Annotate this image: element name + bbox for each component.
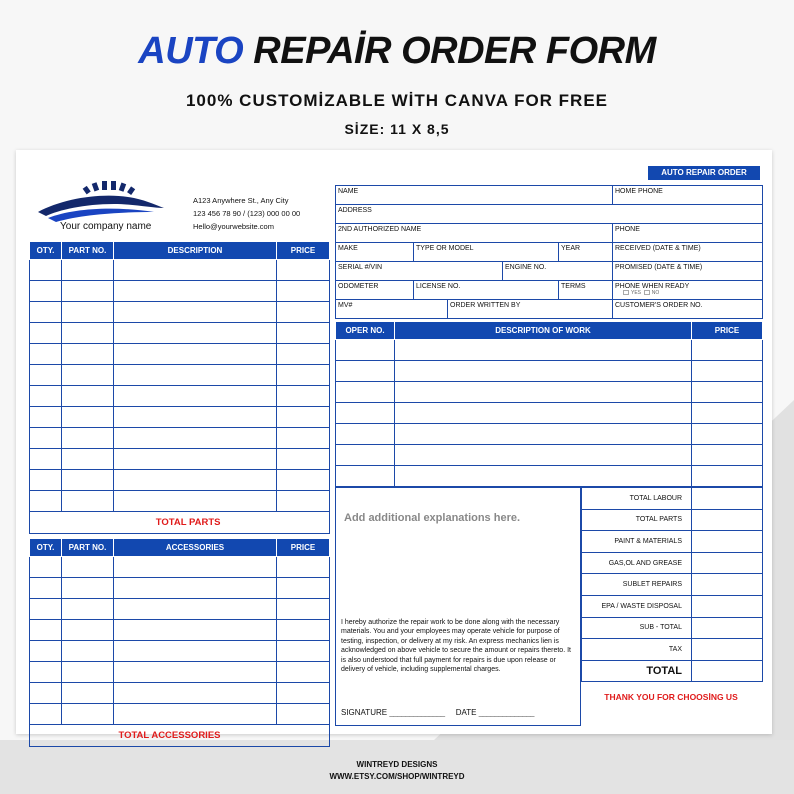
work-cell[interactable] [395, 340, 692, 361]
parts-cell[interactable] [30, 386, 62, 407]
totals-value[interactable] [692, 531, 763, 553]
parts-col-qty: OTY. [30, 242, 62, 260]
parts-cell[interactable] [62, 281, 114, 302]
parts-cell[interactable] [62, 407, 114, 428]
parts-cell[interactable] [62, 428, 114, 449]
totals-value[interactable] [692, 574, 763, 596]
totals-row [582, 574, 763, 596]
accessories-table [29, 538, 330, 747]
field-type-model[interactable]: TYPE OR MODEL [414, 243, 559, 262]
parts-cell[interactable] [277, 323, 330, 344]
field-serial[interactable]: SERIAL #/VIN [336, 262, 503, 281]
accessories-cell[interactable] [114, 662, 277, 683]
parts-cell[interactable] [30, 281, 62, 302]
field-terms[interactable]: TERMS [559, 281, 613, 300]
totals-value[interactable] [692, 639, 763, 661]
accessories-total-row [30, 725, 330, 747]
accessories-cell[interactable] [114, 704, 277, 725]
work-cell[interactable] [692, 361, 763, 382]
accessories-cell[interactable] [62, 578, 114, 599]
accessories-row [30, 578, 330, 599]
totals-label: TOTAL [582, 660, 692, 682]
accessories-cell[interactable] [30, 557, 62, 578]
parts-row [30, 407, 330, 428]
parts-cell[interactable] [277, 449, 330, 470]
parts-col-partno: PART NO. [62, 242, 114, 260]
work-cell[interactable] [692, 445, 763, 466]
accessories-cell[interactable] [30, 620, 62, 641]
totals-value[interactable] [692, 488, 763, 510]
accessories-header-row [30, 539, 330, 557]
total-parts-label: TOTAL PARTS [30, 512, 277, 534]
form-sheet [16, 150, 772, 741]
acc-col-price: PRICE [277, 539, 330, 557]
work-row [336, 424, 763, 445]
accessories-cell[interactable] [62, 557, 114, 578]
parts-total-row [30, 512, 330, 534]
totals-label: EPA / WASTE DISPOSAL [582, 595, 692, 617]
accessories-cell[interactable] [277, 641, 330, 662]
work-cell[interactable] [692, 424, 763, 445]
work-col-price: PRICE [692, 322, 763, 340]
company-email: Hello@yourwebsite.com [193, 222, 274, 232]
parts-cell[interactable] [277, 302, 330, 323]
yes-label: YES [631, 290, 642, 296]
work-cell[interactable] [336, 340, 395, 361]
title-rest: REPAİR ORDER FORM [253, 30, 656, 72]
work-row [336, 340, 763, 361]
footer-brand: WINTREYD DESIGNS [356, 760, 438, 769]
accessories-cell[interactable] [277, 662, 330, 683]
totals-row [582, 595, 763, 617]
page-title [0, 30, 794, 73]
parts-cell[interactable] [62, 323, 114, 344]
totals-row [582, 617, 763, 639]
parts-cell[interactable] [114, 407, 277, 428]
parts-cell[interactable] [30, 470, 62, 491]
phone-ready-label: PHONE WHEN READY [615, 283, 690, 290]
field-make[interactable]: MAKE [336, 243, 414, 262]
parts-cell[interactable] [30, 428, 62, 449]
totals-value[interactable] [692, 552, 763, 574]
parts-cell[interactable] [114, 470, 277, 491]
totals-value[interactable] [692, 595, 763, 617]
totals-label: TOTAL LABOUR [582, 488, 692, 510]
field-received[interactable]: RECEIVED (DATE & TIME) [613, 243, 763, 262]
parts-cell[interactable] [62, 491, 114, 512]
accessories-row [30, 662, 330, 683]
parts-cell[interactable] [62, 344, 114, 365]
accessories-cell[interactable] [277, 620, 330, 641]
work-header-row [336, 322, 763, 340]
work-table [335, 321, 763, 487]
parts-cell[interactable] [62, 386, 114, 407]
parts-cell[interactable] [277, 407, 330, 428]
accessories-cell[interactable] [30, 683, 62, 704]
parts-cell[interactable] [114, 491, 277, 512]
field-engine[interactable]: ENGINE NO. [503, 262, 613, 281]
accessories-cell[interactable] [114, 599, 277, 620]
field-second-name[interactable]: 2ND AUTHORIZED NAME [336, 224, 613, 243]
accessories-cell[interactable] [62, 683, 114, 704]
accessories-cell[interactable] [277, 599, 330, 620]
accessories-cell[interactable] [277, 557, 330, 578]
parts-cell[interactable] [114, 344, 277, 365]
work-col-description: DESCRIPTION OF WORK [395, 322, 692, 340]
field-license[interactable]: LICENSE NO. [414, 281, 559, 300]
work-row [336, 361, 763, 382]
accessories-cell[interactable] [30, 662, 62, 683]
parts-cell[interactable] [30, 491, 62, 512]
accessories-cell[interactable] [62, 704, 114, 725]
totals-row [582, 509, 763, 531]
title-accent: AUTO [138, 30, 244, 72]
work-row [336, 403, 763, 424]
accessories-row [30, 683, 330, 704]
work-cell[interactable] [395, 403, 692, 424]
field-mv[interactable]: MV# [336, 300, 448, 319]
work-cell[interactable] [336, 382, 395, 403]
accessories-cell[interactable] [30, 641, 62, 662]
totals-value[interactable] [692, 660, 763, 682]
accessories-cell[interactable] [62, 620, 114, 641]
parts-cell[interactable] [277, 344, 330, 365]
accessories-cell[interactable] [114, 578, 277, 599]
parts-cell[interactable] [277, 386, 330, 407]
date-blank[interactable]: ______________ [478, 708, 535, 717]
totals-value[interactable] [692, 509, 763, 531]
parts-row [30, 470, 330, 491]
field-year[interactable]: YEAR [559, 243, 613, 262]
parts-table [29, 241, 330, 534]
parts-cell[interactable] [62, 449, 114, 470]
accessories-row [30, 557, 330, 578]
totals-row [582, 552, 763, 574]
parts-row [30, 344, 330, 365]
work-cell[interactable] [336, 466, 395, 487]
signature-label: SIGNATURE [341, 708, 388, 717]
parts-cell[interactable] [277, 260, 330, 281]
accessories-cell[interactable] [30, 599, 62, 620]
accessories-cell[interactable] [30, 704, 62, 725]
accessories-cell[interactable] [114, 620, 277, 641]
work-cell[interactable] [692, 466, 763, 487]
parts-cell[interactable] [277, 281, 330, 302]
parts-cell[interactable] [30, 407, 62, 428]
totals-label: GAS,OL AND GREASE [582, 552, 692, 574]
accessories-cell[interactable] [277, 683, 330, 704]
thank-you-message: THANK YOU FOR CHOOSİNG US [604, 692, 738, 702]
parts-cell[interactable] [30, 344, 62, 365]
parts-cell[interactable] [277, 365, 330, 386]
field-phone-ready[interactable] [613, 281, 763, 300]
work-cell[interactable] [336, 403, 395, 424]
authorization-text: I hereby authorize the repair work to be done along with the necessary materials. You and your employees may operate vehicle for purpose of testing, inspection, or delivery at my risk. An express mechanics lien is acknowledged on above vehicle to secure the amount or repairs thereto. It is also understood that full payment for repairs is due upon release or delivery of vehicle, including supplemental charges. [341, 619, 571, 674]
totals-row [582, 639, 763, 661]
customer-info-table [335, 185, 763, 319]
parts-cell[interactable] [62, 260, 114, 281]
parts-row [30, 302, 330, 323]
parts-cell[interactable] [30, 260, 62, 281]
company-address: A123 Anywhere St., Any City [193, 196, 289, 205]
work-cell[interactable] [336, 424, 395, 445]
field-odometer[interactable]: ODOMETER [336, 281, 414, 300]
parts-cell[interactable] [114, 428, 277, 449]
parts-cell[interactable] [114, 323, 277, 344]
company-contact [193, 194, 300, 233]
yes-no-options [623, 290, 760, 296]
company-name: Your company name [60, 221, 152, 232]
parts-cell[interactable] [277, 428, 330, 449]
parts-header-row [30, 242, 330, 260]
work-cell[interactable] [336, 445, 395, 466]
accessories-row [30, 599, 330, 620]
parts-row [30, 428, 330, 449]
total-parts-value[interactable] [277, 512, 330, 534]
work-cell[interactable] [692, 340, 763, 361]
accessories-cell[interactable] [114, 683, 277, 704]
field-address[interactable]: ADDRESS [336, 205, 763, 224]
parts-row [30, 449, 330, 470]
accessories-row [30, 641, 330, 662]
work-row [336, 445, 763, 466]
accessories-cell[interactable] [62, 662, 114, 683]
totals-value[interactable] [692, 617, 763, 639]
footer-url: WWW.ETSY.COM/SHOP/WINTREYD [329, 772, 465, 781]
totals-label: TAX [582, 639, 692, 661]
accessories-cell[interactable] [277, 578, 330, 599]
field-home-phone[interactable]: HOME PHONE [613, 186, 763, 205]
work-cell[interactable] [336, 361, 395, 382]
totals-label: SUBLET REPAIRS [582, 574, 692, 596]
parts-cell[interactable] [30, 449, 62, 470]
notes-area[interactable] [335, 487, 581, 726]
acc-col-qty: OTY. [30, 539, 62, 557]
work-row [336, 382, 763, 403]
parts-cell[interactable] [30, 302, 62, 323]
totals-row [582, 488, 763, 510]
totals-label: PAINT & MATERIALS [582, 531, 692, 553]
field-phone[interactable]: PHONE [613, 224, 763, 243]
parts-cell[interactable] [30, 323, 62, 344]
parts-cell[interactable] [114, 449, 277, 470]
auto-repair-order-badge: AUTO REPAIR ORDER [648, 166, 760, 180]
parts-cell[interactable] [114, 260, 277, 281]
date-label: DATE [455, 708, 477, 717]
parts-row [30, 365, 330, 386]
parts-row [30, 260, 330, 281]
accessories-cell[interactable] [62, 599, 114, 620]
no-checkbox[interactable] [644, 290, 650, 295]
parts-cell[interactable] [30, 365, 62, 386]
parts-row [30, 386, 330, 407]
work-cell[interactable] [395, 445, 692, 466]
work-cell[interactable] [395, 424, 692, 445]
signature-line [341, 708, 534, 717]
field-order-by[interactable]: ORDER WRITTEN BY [448, 300, 613, 319]
accessories-cell[interactable] [114, 641, 277, 662]
accessories-row [30, 704, 330, 725]
parts-cell[interactable] [114, 302, 277, 323]
field-customer-order[interactable]: CUSTOMER'S ORDER NO. [613, 300, 763, 319]
parts-cell[interactable] [62, 470, 114, 491]
yes-checkbox[interactable] [623, 290, 629, 295]
work-cell[interactable] [395, 466, 692, 487]
field-name[interactable]: NAME [336, 186, 613, 205]
totals-label: TOTAL PARTS [582, 509, 692, 531]
accessories-row [30, 620, 330, 641]
parts-row [30, 323, 330, 344]
totals-row [582, 531, 763, 553]
accessories-cell[interactable] [30, 578, 62, 599]
work-row [336, 466, 763, 487]
parts-row [30, 281, 330, 302]
parts-cell[interactable] [114, 281, 277, 302]
totals-row [582, 660, 763, 682]
totals-table [581, 487, 763, 682]
signature-blank[interactable]: ______________ [389, 708, 445, 717]
parts-col-description: DESCRIPTION [114, 242, 277, 260]
work-cell[interactable] [692, 382, 763, 403]
no-label: NO [651, 290, 660, 296]
work-cell[interactable] [395, 382, 692, 403]
notes-placeholder: Add additional explanations here. [344, 512, 521, 524]
acc-col-partno: PART NO. [62, 539, 114, 557]
parts-cell[interactable] [114, 365, 277, 386]
parts-cell[interactable] [62, 365, 114, 386]
totals-label: SUB - TOTAL [582, 617, 692, 639]
parts-row [30, 491, 330, 512]
work-cell[interactable] [395, 361, 692, 382]
parts-col-price: PRICE [277, 242, 330, 260]
accessories-cell[interactable] [62, 641, 114, 662]
parts-cell[interactable] [114, 386, 277, 407]
accessories-cell[interactable] [277, 704, 330, 725]
total-accessories-label: TOTAL ACCESSORIES [30, 725, 277, 747]
acc-col-accessories: ACCESSORIES [114, 539, 277, 557]
parts-cell[interactable] [277, 491, 330, 512]
field-promised[interactable]: PROMISED (DATE & TIME) [613, 262, 763, 281]
parts-cell[interactable] [277, 470, 330, 491]
parts-cell[interactable] [62, 302, 114, 323]
work-col-operno: OPER NO. [336, 322, 395, 340]
page-subtitle: 100% CUSTOMİZABLE WİTH CANVA FOR FREE [185, 91, 609, 110]
accessories-cell[interactable] [114, 557, 277, 578]
size-label: SİZE: 11 X 8,5 [344, 121, 450, 137]
total-accessories-value[interactable] [277, 725, 330, 747]
work-cell[interactable] [692, 403, 763, 424]
company-phone: 123 456 78 90 / (123) 000 00 00 [193, 209, 301, 219]
